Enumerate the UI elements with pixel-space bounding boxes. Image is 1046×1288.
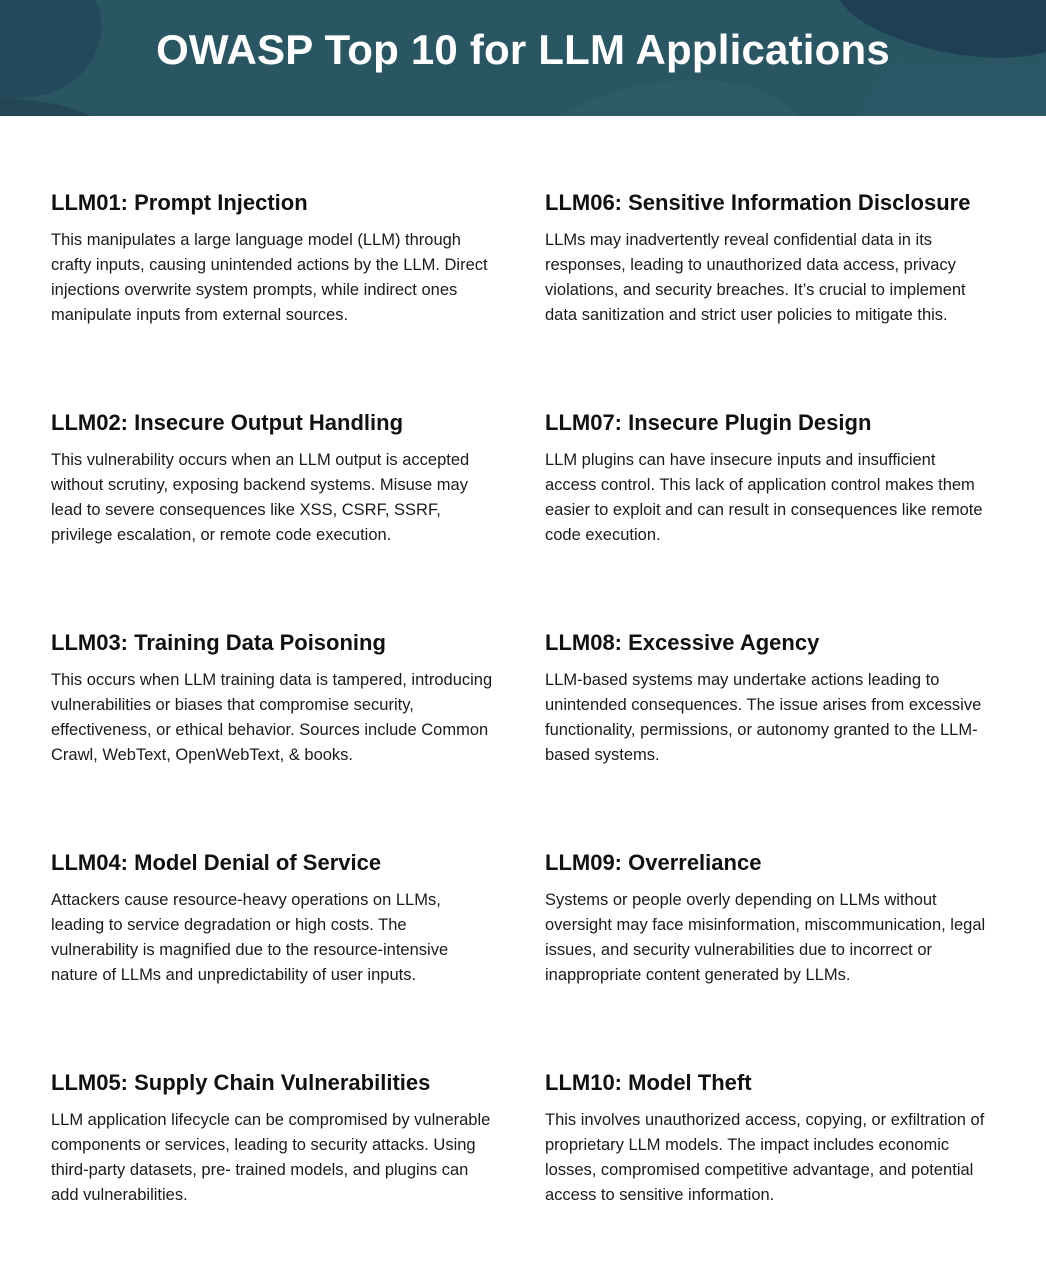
vulnerability-card (545, 1068, 990, 1288)
card-title: LLM07: Insecure Plugin Design (545, 410, 872, 435)
vulnerability-card (51, 408, 496, 628)
vulnerability-card (51, 1068, 496, 1288)
card-description: Systems or people overly depending on LLMs without oversight may face misinformation, miscommunication, legal issues, and security vulnerabilities due to incorrect or inappropriate content generated by LLMs. (545, 891, 986, 984)
card-title: LLM08: Excessive Agency (545, 630, 820, 655)
card-description: This occurs when LLM training data is tampered, introducing vulnerabilities or biases that compromise security, effectiveness, or ethical behavior. Sources include Common Crawl, WebText, OpenWebText, & books. (51, 671, 493, 764)
vulnerability-card (545, 628, 990, 848)
card-description: Attackers cause resource-heavy operations on LLMs, leading to service degradation or high costs. The vulnerability is magnified due to the resource-intensive nature of LLMs and unpredictability of user inputs. (51, 891, 449, 984)
card-description: This vulnerability occurs when an LLM output is accepted without scrutiny, exposing backend systems. Misuse may lead to severe consequences like XSS, CSRF, SSRF, privilege escalation, or remote code execution. (51, 451, 470, 544)
header-banner (0, 0, 1046, 116)
vulnerability-card (545, 408, 990, 628)
card-title: LLM02: Insecure Output Handling (51, 410, 404, 435)
card-title: LLM06: Sensitive Information Disclosure (545, 190, 971, 215)
vulnerability-card (545, 188, 990, 408)
card-description: This involves unauthorized access, copying, or exfiltration of proprietary LLM models. The impact includes economic losses, compromised competitive advantage, and potential access to sensitive information. (545, 1111, 985, 1204)
card-description: LLM-based systems may undertake actions leading to unintended consequences. The issue arises from excessive functionality, permissions, or autonomy granted to the LLM-based systems. (545, 671, 982, 764)
card-description: This manipulates a large language model (LLM) through crafty inputs, causing unintended actions by the LLM. Direct injections overwrite system prompts, while indirect ones manipulate inputs from external sources. (51, 231, 488, 324)
card-description: LLM application lifecycle can be compromised by vulnerable components or services, leading to security attacks. Using third-party datasets, pre- trained models, and plugins can add vulnerabilities. (51, 1111, 491, 1204)
card-description: LLMs may inadvertently reveal confidential data in its responses, leading to unauthorized data access, privacy violations, and security breaches. It’s crucial to implement data sanitization and strict user policies to mitigate this. (545, 231, 966, 324)
vulnerability-grid (51, 188, 1001, 1288)
card-title: LLM01: Prompt Injection (51, 190, 308, 215)
card-description: LLM plugins can have insecure inputs and insufficient access control. This lack of application control makes them easier to exploit and can result in consequences like remote code execution. (545, 451, 983, 544)
vulnerability-card (51, 628, 496, 848)
vulnerability-card (51, 848, 496, 1068)
vulnerability-card (51, 188, 496, 408)
card-title: LLM09: Overreliance (545, 850, 762, 875)
page-title: OWASP Top 10 for LLM Applications (156, 26, 890, 73)
card-title: LLM10: Model Theft (545, 1070, 752, 1095)
card-title: LLM05: Supply Chain Vulnerabilities (51, 1070, 431, 1095)
card-title: LLM04: Model Denial of Service (51, 850, 382, 875)
vulnerability-card (545, 848, 990, 1068)
card-title: LLM03: Training Data Poisoning (51, 630, 386, 655)
